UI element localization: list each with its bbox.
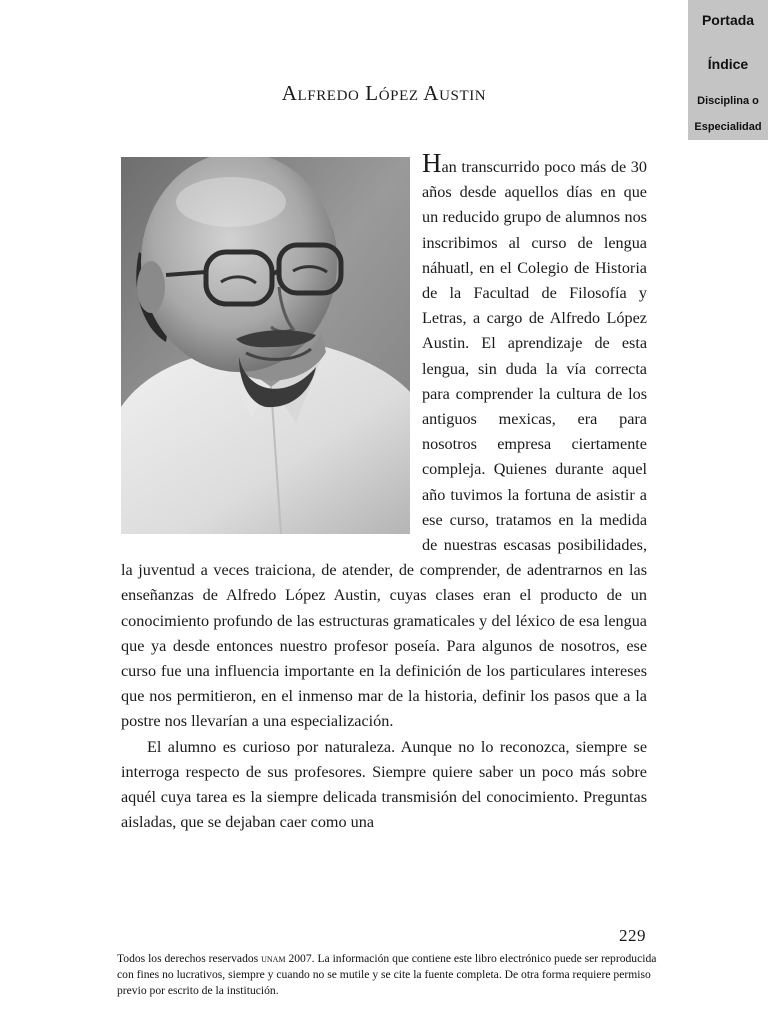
navigation-panel	[688, 0, 768, 140]
page-title: Alfredo López Austin	[281, 81, 487, 105]
drop-cap: H	[422, 148, 442, 178]
footer-unam: unam	[261, 952, 286, 965]
page-number: 229	[619, 926, 646, 945]
photo-wrap-spacer	[121, 151, 422, 536]
nav-link-portada[interactable]: Portada	[701, 12, 755, 28]
footer-text-start: Todos los derechos reservados	[117, 952, 259, 965]
footer-text-end: 2007. La información que contiene este libro electrónico puede ser reproducida con fines no lucrativos, siempre y cuando no se mutile y se cite la fuente completa. De otra forma requiere permiso previo por escrito de la institución.	[117, 952, 657, 997]
copyright-footer	[117, 951, 662, 999]
nav-link-indice[interactable]: Índice	[707, 56, 749, 72]
nav-link-disciplina-line2[interactable]: Especialidad	[694, 121, 762, 133]
paragraph-1-text: an transcurrido poco más de 30 años desde aquellos días en que un reducido grupo de alumnos nos inscribimos al curso de lengua náhuatl, en el Colegio de Historia de la Facultad de Filosofía y Letras, a cargo de Alfredo López Austin. El aprendizaje de esta lengua, sin duda la vía correcta para comprender la cultura de los antiguos mexicas, era para nosotros empresa ciertamente compleja. Quienes durante aquel año tuvimos la fortuna de asistir a ese curso, tratamos en la medida de nuestras escasas posibilidades, la juventud a veces traiciona, de atender, de comprender, de adentrarnos en las enseñanzas de Alfredo López Austin, cuyas clases eran el producto de un conocimiento profundo de las estructuras gramaticales y del léxico de esa lengua que ya desde entonces nuestro profesor poseía. Para algunos de nosotros, ese curso fue una influencia importante en la definición de los particulares intereses que nos permitieron, en el inmenso mar de la historia, definir los pasos que a la postre nos llevarían a una especialización.	[121, 158, 647, 731]
paragraph-2: El alumno es curioso por naturaleza. Aunque no lo reconozca, siempre se interroga respecto de sus profesores. Siempre quiere saber un poco más sobre aquél cuya tarea es la siempre delicada transmisión del conocimiento. Preguntas aisladas, que se dejaban caer como una	[121, 737, 647, 832]
nav-link-disciplina-line1[interactable]: Disciplina o	[697, 95, 759, 107]
article-body	[121, 148, 647, 835]
